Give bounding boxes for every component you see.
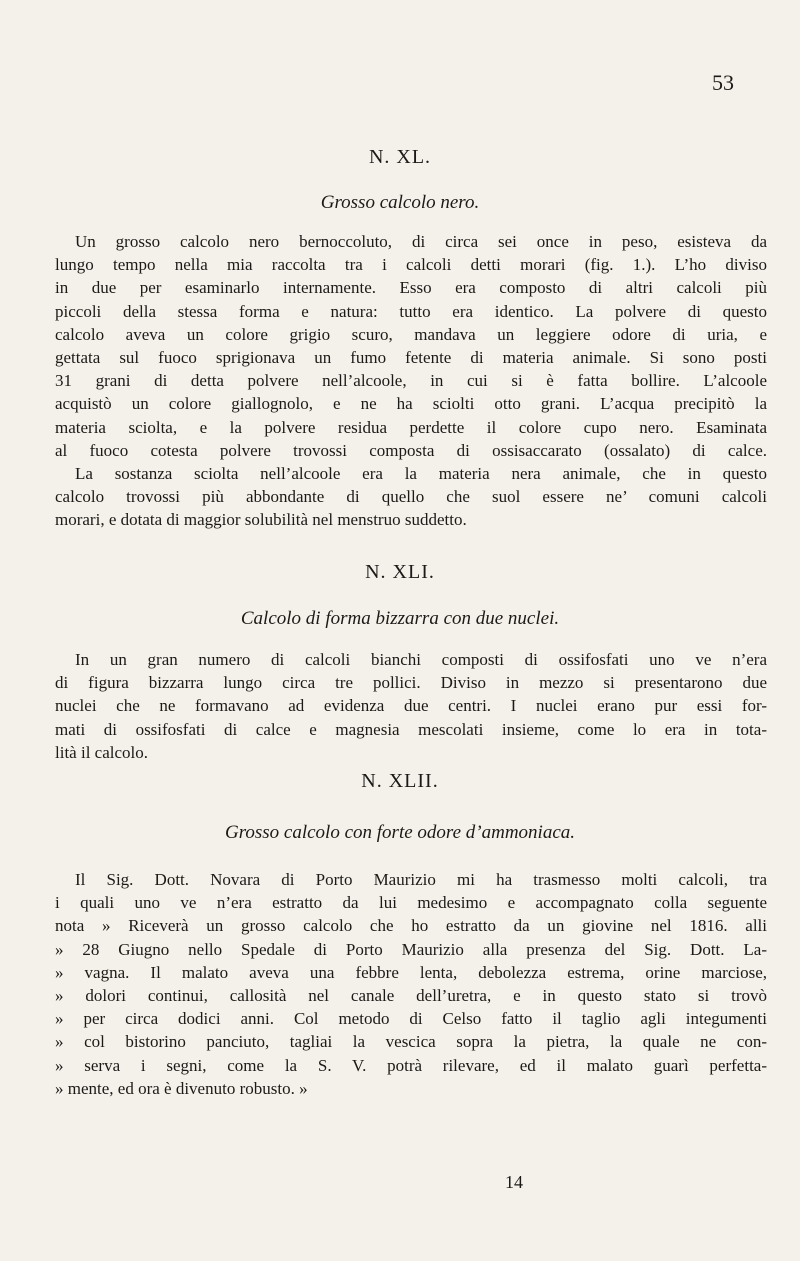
section-heading-xl: N. XL.	[368, 146, 432, 168]
text-line: Il Sig. Dott. Novara di Porto Maurizio mi ha trasmesso molti calcoli, tra	[75, 870, 767, 889]
section-heading-xlii: N. XLII.	[361, 770, 439, 792]
text-line: lungo tempo nella mia raccolta tra i calcoli detti morari (fig. 1.). L’ho diviso	[55, 255, 767, 275]
text-line: » mente, ed ora è divenuto robusto. »	[55, 1078, 308, 1098]
text-line: » 28 Giugno nello Spedale di Porto Maurizio alla presenza del Sig. Dott. La-	[55, 939, 767, 959]
text-line: i quali uno ve n’era estratto da lui medesimo e accompagnato colla seguente	[55, 893, 767, 913]
text-line: calcolo trovossi più abbondante di quello che suol essere ne’ comuni calcoli	[55, 487, 767, 507]
text-line: In un gran numero di calcoli bianchi composti di ossifosfati uno ve n’era	[75, 650, 767, 669]
section-paragraph-xl	[55, 230, 767, 532]
text-line: nuclei che ne formavano ad evidenza due centri. I nuclei erano pur essi for-	[55, 696, 767, 716]
text-line: gettata sul fuoco sprigionava un fumo fetente di materia animale. Si sono posti	[55, 348, 767, 368]
text-line: » dolori continui, callosità nel canale dell’uretra, e in questo stato si trovò	[55, 986, 767, 1006]
text-line: » per circa dodici anni. Col metodo di Celso fatto il taglio agli integumenti	[55, 1009, 767, 1029]
section-paragraph-xlii	[55, 868, 767, 1100]
signature-mark: 14	[505, 1172, 523, 1192]
section-title-xli: Calcolo di forma bizzarra con due nuclei.	[240, 608, 560, 629]
text-line: mati di ossifosfati di calce e magnesia mescolati insieme, come lo era in tota-	[55, 719, 767, 739]
text-line: nota » Riceverà un grosso calcolo che ho estratto da un giovine nel 1816. alli	[55, 916, 767, 936]
page-number: 53	[712, 70, 734, 95]
section-paragraph-xli	[55, 648, 767, 764]
section-title-xlii: Grosso calcolo con forte odore d’ammoniaca.	[224, 822, 576, 843]
text-line: materia sciolta, e la polvere residua perdette il colore cupo nero. Esaminata	[55, 417, 767, 437]
text-line: calcolo aveva un colore grigio scuro, mandava un leggiere odore di uria, e	[55, 324, 767, 344]
text-line: piccoli della stessa forma e natura: tutto era identico. La polvere di questo	[55, 301, 767, 321]
text-line: 31 grani di detta polvere nell’alcoole, in cui si è fatta bollire. L’alcoole	[55, 371, 767, 391]
text-line: morari, e dotata di maggior solubilità nel menstruo suddetto.	[55, 510, 467, 530]
text-line: » serva i segni, come la S. V. potrà rilevare, ed il malato guarì perfetta-	[55, 1055, 767, 1075]
text-line: Un grosso calcolo nero bernoccoluto, di circa sei once in peso, esisteva da	[75, 232, 767, 251]
text-line: acquistò un colore giallognolo, e ne ha sciolti otto grani. L’acqua precipitò la	[55, 394, 767, 414]
text-line: » col bistorino panciuto, tagliai la vescica sopra la pietra, la quale ne con-	[55, 1032, 767, 1052]
text-line: » vagna. Il malato aveva una febbre lenta, debolezza estrema, orine marciose,	[55, 962, 767, 982]
text-line: lità il calcolo.	[55, 742, 148, 762]
text-line: al fuoco cotesta polvere trovossi composta di ossisaccarato (ossalato) di calce.	[55, 440, 767, 460]
section-heading-xli: N. XLI.	[365, 561, 435, 583]
text-line: di figura bizzarra lungo circa tre pollici. Diviso in mezzo si presentarono due	[55, 673, 767, 693]
section-title-xl: Grosso calcolo nero.	[320, 192, 480, 213]
text-line: La sostanza sciolta nell’alcoole era la materia nera animale, che in questo	[75, 464, 767, 484]
text-line: in due per esaminarlo internamente. Esso era composto di altri calcoli più	[55, 278, 767, 298]
